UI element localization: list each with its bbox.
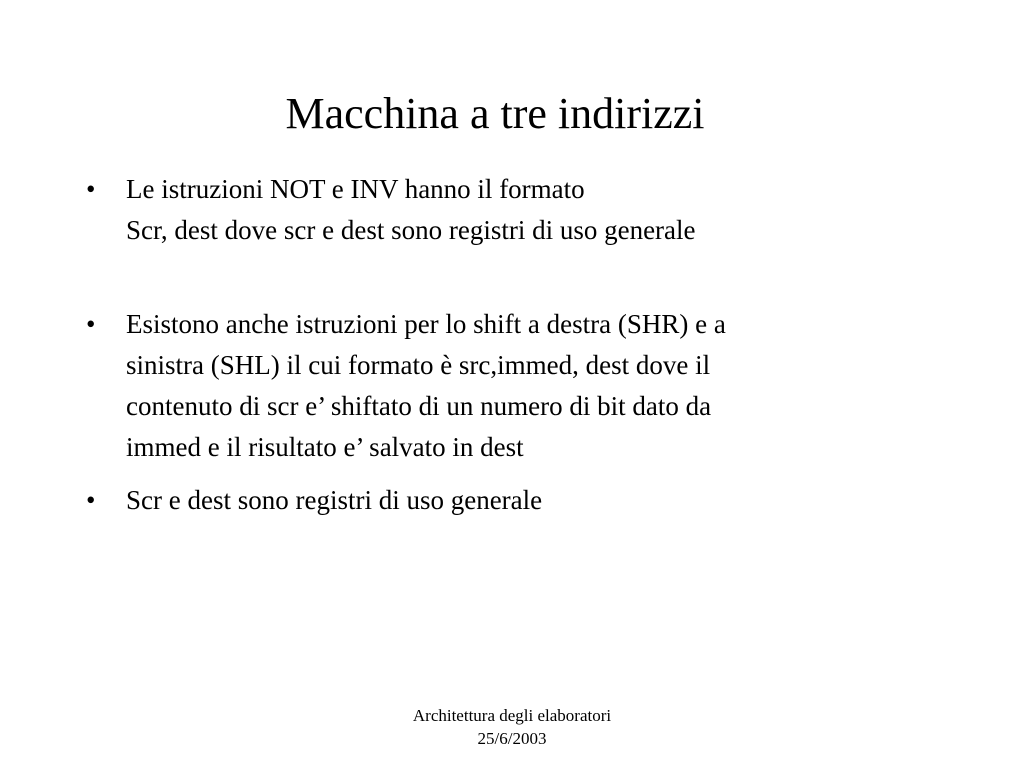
bullet-icon: • [86, 309, 96, 339]
bullet-list [86, 169, 946, 521]
bullet-item [86, 169, 946, 251]
bullet-text-line: Le istruzioni NOT e INV hanno il formato [126, 174, 585, 204]
slide-title: Macchina a tre indirizzi [285, 89, 705, 138]
bullet-text-line: sinistra (SHL) il cui formato è src,immed, dest dove il [126, 350, 711, 380]
bullet-item [86, 304, 946, 468]
bullet-text-line: immed e il risultato e’ salvato in dest [126, 432, 524, 462]
bullet-text-line: Scr, dest dove scr e dest sono registri di uso generale [126, 215, 696, 245]
bullet-text-line: Scr e dest sono registri di uso generale [126, 485, 543, 515]
footer-date: 25/6/2003 [477, 729, 547, 748]
bullet-icon: • [86, 174, 96, 204]
footer-course-name: Architettura degli elaboratori [412, 706, 612, 725]
slide-footer [362, 704, 662, 750]
bullet-text-line: Esistono anche istruzioni per lo shift a destra (SHR) e a [126, 309, 726, 339]
bullet-icon: • [86, 485, 96, 515]
bullet-text-line: contenuto di scr e’ shiftato di un numero di bit dato da [126, 391, 712, 421]
bullet-item [86, 480, 946, 521]
